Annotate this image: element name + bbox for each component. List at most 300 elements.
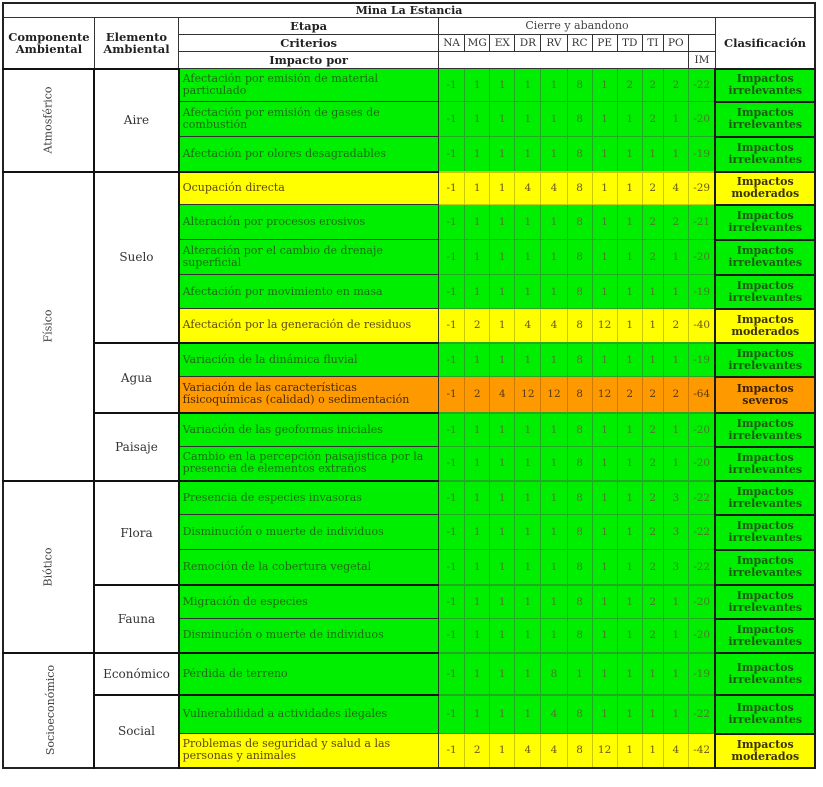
criterio-value-po: 1 [663, 619, 688, 653]
criterio-value-rv: 1 [541, 481, 567, 515]
header-etapa: Etapa [179, 18, 439, 35]
clasificacion-badge: Impactos irrelevantes [715, 413, 815, 447]
criterio-value-td: 1 [617, 481, 642, 515]
criterio-value-mg: 2 [465, 309, 490, 343]
impacto-cell: Afectación por emisión de material particulado [179, 69, 439, 102]
impacto-cell: Variación de la dinámica fluvial [179, 343, 439, 377]
criterio-value-na: -1 [439, 619, 465, 653]
criterio-value-rv: 1 [541, 240, 567, 275]
criterio-value-rc: 8 [567, 734, 592, 768]
criterio-value-ti: 1 [642, 734, 663, 768]
criterio-value-na: -1 [439, 69, 465, 102]
clasificacion-badge: Impactos irrelevantes [715, 447, 815, 481]
criterio-value-ex: 1 [490, 205, 515, 240]
criterio-value-td: 1 [617, 619, 642, 653]
criterio-value-ex: 1 [490, 275, 515, 309]
impacto-cell: Variación de las geoformas iniciales [179, 413, 439, 447]
criterio-value-ti: 1 [642, 309, 663, 343]
table-row [3, 695, 815, 734]
criterio-value-dr: 12 [515, 377, 541, 413]
clasificacion-badge: Impactos moderados [715, 734, 815, 768]
criterio-value-po: 3 [663, 550, 688, 585]
criterio-value-rv: 12 [541, 377, 567, 413]
im-value: -22 [688, 515, 715, 550]
criterio-value-mg: 1 [465, 585, 490, 619]
criterio-value-rc: 8 [567, 205, 592, 240]
criterio-value-ex: 1 [490, 447, 515, 481]
criterio-value-pe: 1 [592, 515, 617, 550]
criterio-value-rv: 8 [541, 653, 567, 695]
criterio-value-rc: 8 [567, 619, 592, 653]
criterio-value-rv: 1 [541, 447, 567, 481]
criterio-ex: EX [490, 35, 515, 52]
criterio-value-mg: 1 [465, 695, 490, 734]
criterio-value-dr: 1 [515, 695, 541, 734]
criterio-rc: RC [567, 35, 592, 52]
criterio-value-td: 1 [617, 172, 642, 205]
im-value: -19 [688, 343, 715, 377]
criterio-value-rv: 1 [541, 550, 567, 585]
table-row [3, 69, 815, 102]
criterio-value-dr: 1 [515, 240, 541, 275]
criterio-value-rv: 4 [541, 172, 567, 205]
criterio-value-ex: 1 [490, 515, 515, 550]
criterio-value-mg: 1 [465, 275, 490, 309]
criterio-value-pe: 1 [592, 240, 617, 275]
im-value: -22 [688, 550, 715, 585]
criterio-value-mg: 1 [465, 137, 490, 172]
criterio-value-pe: 1 [592, 205, 617, 240]
criterio-value-dr: 1 [515, 343, 541, 377]
criterio-value-ex: 1 [490, 172, 515, 205]
criterio-value-rc: 8 [567, 309, 592, 343]
criterio-value-po: 1 [663, 653, 688, 695]
header-im: IM [688, 52, 715, 69]
criterio-value-ex: 1 [490, 585, 515, 619]
clasificacion-badge: Impactos irrelevantes [715, 653, 815, 695]
criterio-value-ti: 1 [642, 653, 663, 695]
criterio-value-td: 1 [617, 447, 642, 481]
criterio-value-mg: 2 [465, 734, 490, 768]
criterio-na: NA [439, 35, 465, 52]
criterio-value-na: -1 [439, 585, 465, 619]
criterio-value-rv: 1 [541, 585, 567, 619]
clasificacion-badge: Impactos irrelevantes [715, 695, 815, 734]
elemento-cell: Paisaje [94, 413, 178, 481]
criterio-value-td: 1 [617, 102, 642, 137]
criterio-value-na: -1 [439, 377, 465, 413]
criterio-value-mg: 1 [465, 102, 490, 137]
criterio-value-pe: 1 [592, 585, 617, 619]
criterio-value-mg: 1 [465, 515, 490, 550]
clasificacion-badge: Impactos irrelevantes [715, 275, 815, 309]
criterio-value-pe: 1 [592, 102, 617, 137]
criterio-value-pe: 12 [592, 734, 617, 768]
criterio-value-dr: 4 [515, 734, 541, 768]
criterio-value-ex: 1 [490, 653, 515, 695]
criterio-value-po: 2 [663, 69, 688, 102]
criterio-value-rc: 8 [567, 240, 592, 275]
criterio-value-ti: 2 [642, 447, 663, 481]
im-value: -64 [688, 377, 715, 413]
table-row [3, 413, 815, 447]
criterio-value-td: 1 [617, 205, 642, 240]
criterio-value-td: 1 [617, 515, 642, 550]
criterio-value-rc: 8 [567, 447, 592, 481]
im-value: -20 [688, 619, 715, 653]
criterio-pe: PE [592, 35, 617, 52]
criterio-value-po: 3 [663, 481, 688, 515]
impacto-cell: Afectación por movimiento en masa [179, 275, 439, 309]
componente-cell [3, 69, 94, 172]
criterio-value-pe: 1 [592, 413, 617, 447]
criterio-value-ex: 1 [490, 309, 515, 343]
criterio-value-pe: 1 [592, 653, 617, 695]
header-etapa-value: Cierre y abandono [439, 18, 716, 35]
criterio-value-ti: 2 [642, 205, 663, 240]
criterio-value-pe: 1 [592, 695, 617, 734]
criterio-value-pe: 1 [592, 172, 617, 205]
impacto-cell: Migración de especies [179, 585, 439, 619]
criterio-value-na: -1 [439, 550, 465, 585]
impact-matrix-table [2, 2, 816, 769]
header-clasificacion: Clasificación [715, 18, 815, 69]
criterio-value-mg: 1 [465, 205, 490, 240]
criterio-value-rc: 8 [567, 377, 592, 413]
clasificacion-badge: Impactos irrelevantes [715, 69, 815, 102]
criterio-value-rv: 4 [541, 734, 567, 768]
criterio-value-pe: 12 [592, 377, 617, 413]
elemento-cell: Aire [94, 69, 178, 172]
criterio-value-rc: 8 [567, 481, 592, 515]
criterio-value-rv: 1 [541, 619, 567, 653]
criterio-value-rv: 1 [541, 413, 567, 447]
impacto-cell: Vulnerabilidad a actividades ilegales [179, 695, 439, 734]
criterio-value-na: -1 [439, 137, 465, 172]
impacto-cell: Remoción de la cobertura vegetal [179, 550, 439, 585]
criterio-value-po: 4 [663, 734, 688, 768]
criterio-value-na: -1 [439, 695, 465, 734]
header-blank [439, 52, 689, 69]
criterio-value-rc: 8 [567, 172, 592, 205]
criterio-value-rc: 1 [567, 653, 592, 695]
criterio-mg: MG [465, 35, 490, 52]
componente-cell [3, 481, 94, 653]
componente-label: Socioeconómico [44, 664, 58, 756]
criterio-value-mg: 1 [465, 69, 490, 102]
criterio-value-ti: 1 [642, 137, 663, 172]
criterio-value-td: 1 [617, 585, 642, 619]
criterio-value-po: 1 [663, 695, 688, 734]
criterio-value-dr: 1 [515, 481, 541, 515]
criterio-value-po: 1 [663, 137, 688, 172]
table-row [3, 481, 815, 515]
criterio-value-dr: 1 [515, 447, 541, 481]
impacto-cell: Cambio en la percepción paisajística por la presencia de elementos extraños [179, 447, 439, 481]
criterio-value-dr: 1 [515, 619, 541, 653]
criterio-value-rc: 8 [567, 275, 592, 309]
elemento-cell: Económico [94, 653, 178, 695]
criterio-value-ti: 2 [642, 515, 663, 550]
criterio-value-rc: 8 [567, 515, 592, 550]
criterio-value-pe: 1 [592, 619, 617, 653]
criterio-value-td: 1 [617, 413, 642, 447]
impacto-cell: Alteración por el cambio de drenaje superficial [179, 240, 439, 275]
criterio-value-ex: 1 [490, 695, 515, 734]
clasificacion-badge: Impactos irrelevantes [715, 619, 815, 653]
criterio-value-rv: 1 [541, 275, 567, 309]
criterio-value-na: -1 [439, 481, 465, 515]
criterio-value-na: -1 [439, 240, 465, 275]
im-value: -22 [688, 69, 715, 102]
criterio-value-rv: 1 [541, 137, 567, 172]
criterio-value-po: 1 [663, 343, 688, 377]
criterio-value-rv: 4 [541, 695, 567, 734]
table-row [3, 343, 815, 377]
criterio-value-ti: 2 [642, 69, 663, 102]
criterio-value-mg: 1 [465, 481, 490, 515]
table-title: Mina La Estancia [3, 3, 815, 18]
criterio-value-po: 2 [663, 309, 688, 343]
im-value: -42 [688, 734, 715, 768]
criterio-value-rc: 8 [567, 343, 592, 377]
clasificacion-badge: Impactos irrelevantes [715, 550, 815, 585]
componente-cell [3, 653, 94, 768]
impacto-cell: Disminución o muerte de individuos [179, 619, 439, 653]
criterio-value-dr: 1 [515, 585, 541, 619]
criterio-value-po: 2 [663, 205, 688, 240]
criterio-value-td: 1 [617, 137, 642, 172]
header-componente: Componente Ambiental [3, 18, 94, 69]
criterio-value-na: -1 [439, 172, 465, 205]
clasificacion-badge: Impactos severos [715, 377, 815, 413]
im-value: -20 [688, 447, 715, 481]
criterio-value-ex: 1 [490, 343, 515, 377]
criterio-value-na: -1 [439, 515, 465, 550]
criterio-value-ex: 1 [490, 481, 515, 515]
criterio-value-na: -1 [439, 309, 465, 343]
im-value: -19 [688, 653, 715, 695]
criterio-value-td: 1 [617, 734, 642, 768]
criterio-value-rv: 4 [541, 309, 567, 343]
criterio-value-ti: 2 [642, 619, 663, 653]
criterio-value-ti: 2 [642, 585, 663, 619]
impacto-cell: Ocupación directa [179, 172, 439, 205]
matrix-body [3, 69, 815, 768]
criterio-value-td: 1 [617, 240, 642, 275]
im-value: -29 [688, 172, 715, 205]
criterio-value-na: -1 [439, 447, 465, 481]
criterio-value-mg: 1 [465, 447, 490, 481]
criterio-value-rv: 1 [541, 343, 567, 377]
table-row [3, 172, 815, 205]
elemento-cell: Social [94, 695, 178, 768]
criterio-value-ex: 1 [490, 240, 515, 275]
clasificacion-badge: Impactos irrelevantes [715, 205, 815, 240]
im-value: -19 [688, 137, 715, 172]
impacto-cell: Alteración por procesos erosivos [179, 205, 439, 240]
criterio-value-pe: 1 [592, 481, 617, 515]
clasificacion-badge: Impactos moderados [715, 309, 815, 343]
criterio-value-rv: 1 [541, 69, 567, 102]
criterio-value-na: -1 [439, 343, 465, 377]
criterio-value-ti: 2 [642, 172, 663, 205]
criterio-value-rc: 8 [567, 695, 592, 734]
criterio-value-td: 1 [617, 275, 642, 309]
criterio-rv: RV [541, 35, 567, 52]
impacto-cell: Pérdida de terreno [179, 653, 439, 695]
table-row [3, 585, 815, 619]
componente-cell [3, 172, 94, 481]
criterio-value-po: 1 [663, 585, 688, 619]
impacto-cell: Problemas de seguridad y salud a las personas y animales [179, 734, 439, 768]
criterio-value-pe: 12 [592, 309, 617, 343]
clasificacion-badge: Impactos irrelevantes [715, 585, 815, 619]
criterio-value-rc: 8 [567, 413, 592, 447]
criterio-value-po: 1 [663, 413, 688, 447]
table-row [3, 653, 815, 695]
im-value: -40 [688, 309, 715, 343]
criterio-value-na: -1 [439, 653, 465, 695]
criterio-blank [688, 35, 715, 52]
componente-label: Físico [41, 309, 55, 343]
header-impacto-por: Impacto por [179, 52, 439, 69]
criterio-value-dr: 1 [515, 275, 541, 309]
componente-label: Biótico [41, 547, 55, 586]
criterio-value-pe: 1 [592, 69, 617, 102]
criterio-value-td: 1 [617, 653, 642, 695]
criterio-dr: DR [515, 35, 541, 52]
criterio-value-ti: 1 [642, 343, 663, 377]
criterio-value-pe: 1 [592, 550, 617, 585]
impacto-cell: Afectación por la generación de residuos [179, 309, 439, 343]
criterio-td: TD [617, 35, 642, 52]
criterio-value-ex: 1 [490, 413, 515, 447]
criterio-po: PO [663, 35, 688, 52]
criterio-value-ex: 1 [490, 102, 515, 137]
criterio-value-na: -1 [439, 102, 465, 137]
clasificacion-badge: Impactos irrelevantes [715, 515, 815, 550]
criterio-value-td: 2 [617, 69, 642, 102]
criterio-value-rv: 1 [541, 515, 567, 550]
criterio-value-po: 1 [663, 275, 688, 309]
criterio-value-td: 2 [617, 377, 642, 413]
clasificacion-badge: Impactos irrelevantes [715, 137, 815, 172]
criterio-value-rc: 8 [567, 69, 592, 102]
criterio-value-po: 1 [663, 447, 688, 481]
criterio-value-ex: 1 [490, 550, 515, 585]
criterio-value-dr: 1 [515, 413, 541, 447]
criterio-value-mg: 1 [465, 343, 490, 377]
criterio-value-ti: 1 [642, 695, 663, 734]
criterio-value-ti: 2 [642, 102, 663, 137]
impacto-cell: Presencia de especies invasoras [179, 481, 439, 515]
criterio-value-mg: 1 [465, 550, 490, 585]
criterio-value-rc: 8 [567, 585, 592, 619]
im-value: -22 [688, 695, 715, 734]
im-value: -19 [688, 275, 715, 309]
criterio-value-ex: 1 [490, 137, 515, 172]
criterio-value-rc: 8 [567, 550, 592, 585]
criterio-value-td: 1 [617, 550, 642, 585]
criterio-value-mg: 2 [465, 377, 490, 413]
criterio-value-po: 3 [663, 515, 688, 550]
criterio-value-ex: 1 [490, 734, 515, 768]
criterio-value-po: 1 [663, 240, 688, 275]
impacto-cell: Variación de las características físicoquímicas (calidad) o sedimentación [179, 377, 439, 413]
clasificacion-badge: Impactos irrelevantes [715, 343, 815, 377]
criterio-value-ti: 1 [642, 275, 663, 309]
criterio-value-mg: 1 [465, 653, 490, 695]
criterio-value-mg: 1 [465, 240, 490, 275]
criterio-value-mg: 1 [465, 619, 490, 653]
criterio-value-ex: 1 [490, 619, 515, 653]
criterio-value-ex: 4 [490, 377, 515, 413]
clasificacion-badge: Impactos irrelevantes [715, 240, 815, 275]
criterio-value-pe: 1 [592, 137, 617, 172]
criterio-value-dr: 1 [515, 102, 541, 137]
criterio-value-dr: 1 [515, 550, 541, 585]
criterio-value-na: -1 [439, 734, 465, 768]
criterio-ti: TI [642, 35, 663, 52]
criterio-value-dr: 1 [515, 137, 541, 172]
clasificacion-badge: Impactos moderados [715, 172, 815, 205]
criterio-value-po: 1 [663, 102, 688, 137]
clasificacion-badge: Impactos irrelevantes [715, 481, 815, 515]
clasificacion-badge: Impactos irrelevantes [715, 102, 815, 137]
header-criterios: Criterios [179, 35, 439, 52]
elemento-cell: Agua [94, 343, 178, 413]
criterio-value-pe: 1 [592, 275, 617, 309]
criterio-value-td: 1 [617, 343, 642, 377]
criterio-value-ti: 2 [642, 377, 663, 413]
criterio-value-ti: 2 [642, 550, 663, 585]
criterio-value-mg: 1 [465, 172, 490, 205]
criterio-value-po: 2 [663, 377, 688, 413]
criterio-value-pe: 1 [592, 343, 617, 377]
criterio-value-dr: 4 [515, 309, 541, 343]
criterio-value-td: 1 [617, 695, 642, 734]
elemento-cell: Fauna [94, 585, 178, 653]
criterio-value-rc: 8 [567, 102, 592, 137]
criterio-value-na: -1 [439, 413, 465, 447]
impacto-cell: Afectación por olores desagradables [179, 137, 439, 172]
criterio-value-na: -1 [439, 205, 465, 240]
impacto-cell: Disminución o muerte de individuos [179, 515, 439, 550]
impacto-cell: Afectación por emisión de gases de combustión [179, 102, 439, 137]
criterio-value-ti: 2 [642, 240, 663, 275]
im-value: -20 [688, 413, 715, 447]
header-elemento: Elemento Ambiental [94, 18, 178, 69]
componente-label: Atmosférico [41, 86, 55, 154]
criterio-value-dr: 1 [515, 515, 541, 550]
criterio-value-rv: 1 [541, 102, 567, 137]
im-value: -20 [688, 585, 715, 619]
criterio-value-td: 1 [617, 309, 642, 343]
criterio-value-dr: 1 [515, 69, 541, 102]
im-value: -21 [688, 205, 715, 240]
criterio-value-rv: 1 [541, 205, 567, 240]
criterio-value-pe: 1 [592, 447, 617, 481]
criterio-value-ti: 2 [642, 413, 663, 447]
im-value: -20 [688, 240, 715, 275]
im-value: -20 [688, 102, 715, 137]
criterio-value-na: -1 [439, 275, 465, 309]
elemento-cell: Suelo [94, 172, 178, 343]
elemento-cell: Flora [94, 481, 178, 585]
criterio-value-po: 4 [663, 172, 688, 205]
criterio-value-ex: 1 [490, 69, 515, 102]
